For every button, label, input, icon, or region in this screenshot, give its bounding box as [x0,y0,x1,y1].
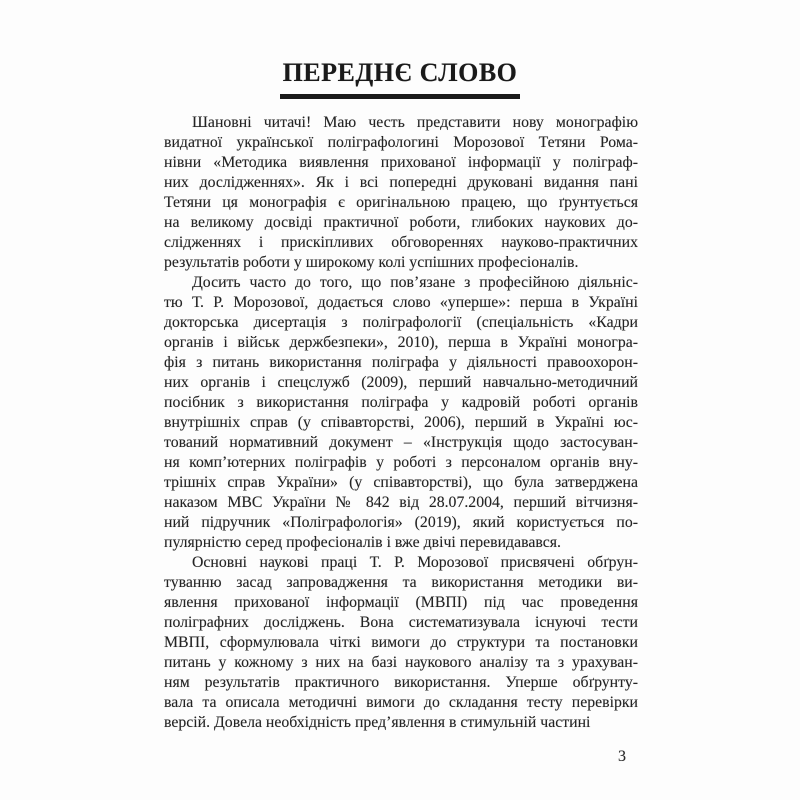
text-line: нівни «Методика виявлення прихованої інформації у поліграф- [164,154,638,171]
text-line: Досить часто до того, що пов’язане з професійною діяльніс- [192,274,638,291]
text-line: фія з питань використання поліграфа у діяльності правоохорон- [164,354,638,371]
text-line: них дослідженнях». Як і всі попередні друковані видання пані [164,174,638,191]
text-line: тю Т. Р. Морозової, додається слово «уперше»: перша в Україні [164,294,638,311]
body-text [164,113,638,733]
text-line: туванню засад запровадження та використання методики ви- [164,574,638,591]
text-line: Тетяни ця монографія є оригінальною працею, що ґрунтується [164,194,638,211]
title-container [0,0,800,99]
text-line: видатної української поліграфологині Морозової Тетяни Рома- [164,134,638,151]
text-line: ний підручник «Поліграфологія» (2019), який користується по- [164,514,638,531]
text-line: наказом МВС України № 842 від 28.07.2004, перший вітчизня- [164,494,638,511]
text-line: органів і військ держбезпеки», 2010), перша в Україні моногра- [164,334,638,351]
text-line: внутрішніх справ (у співавторстві, 2006), перший в Україні юс- [164,414,638,431]
text-line: пулярністю серед професіоналів і вже двічі перевидавався. [164,534,561,551]
text-line: явлення прихованої інформації (МВПІ) під час проведення [164,594,638,611]
text-line: слідженнях і прискіпливих обговореннях науково-практичних [164,234,638,251]
text-line: них органів і спецслужб (2009), перший навчально-методичний [164,374,638,391]
text-line: докторська дисертація з поліграфології (спеціальність «Кадри [164,314,638,331]
text-line: на великому досвіді практичної роботи, глибоких наукових до- [164,214,638,231]
text-line: питань у кожному з них на базі наукового аналізу та з урахуван- [164,654,638,671]
text-line: версій. Довела необхідність пред’явлення в стимульній частині [164,714,591,731]
page-title: ПЕРЕДНЄ СЛОВО [280,58,521,99]
text-line: Шановні читачі! Маю честь представити нову монографію [192,114,638,131]
text-line: ня комп’ютерних поліграфів у роботі з персоналом органів вну- [164,454,638,471]
text-line: вала та описала методичні вимоги до складання тесту перевірки [164,694,638,711]
text-line: посібник з використання поліграфа у кадровій роботі органів [164,394,638,411]
text-line: тований нормативний документ – «Інструкція щодо застосуван- [164,434,638,451]
text-line: МВПІ, сформулювала чіткі вимоги до структури та постановки [164,634,638,651]
text-line: трішніх справ України» (у співавторстві), що була затверджена [164,474,638,491]
text-line: Основні наукові праці Т. Р. Морозової присвячені обґрун- [192,554,638,571]
text-line: результатів роботи у широкому колі успішних професіоналів. [164,254,579,271]
text-line: ням результатів практичного використання. Уперше обґрунту- [164,674,638,691]
page-number: 3 [618,748,626,765]
text-line: поліграфних досліджень. Вона систематизувала існуючі тести [164,614,638,631]
